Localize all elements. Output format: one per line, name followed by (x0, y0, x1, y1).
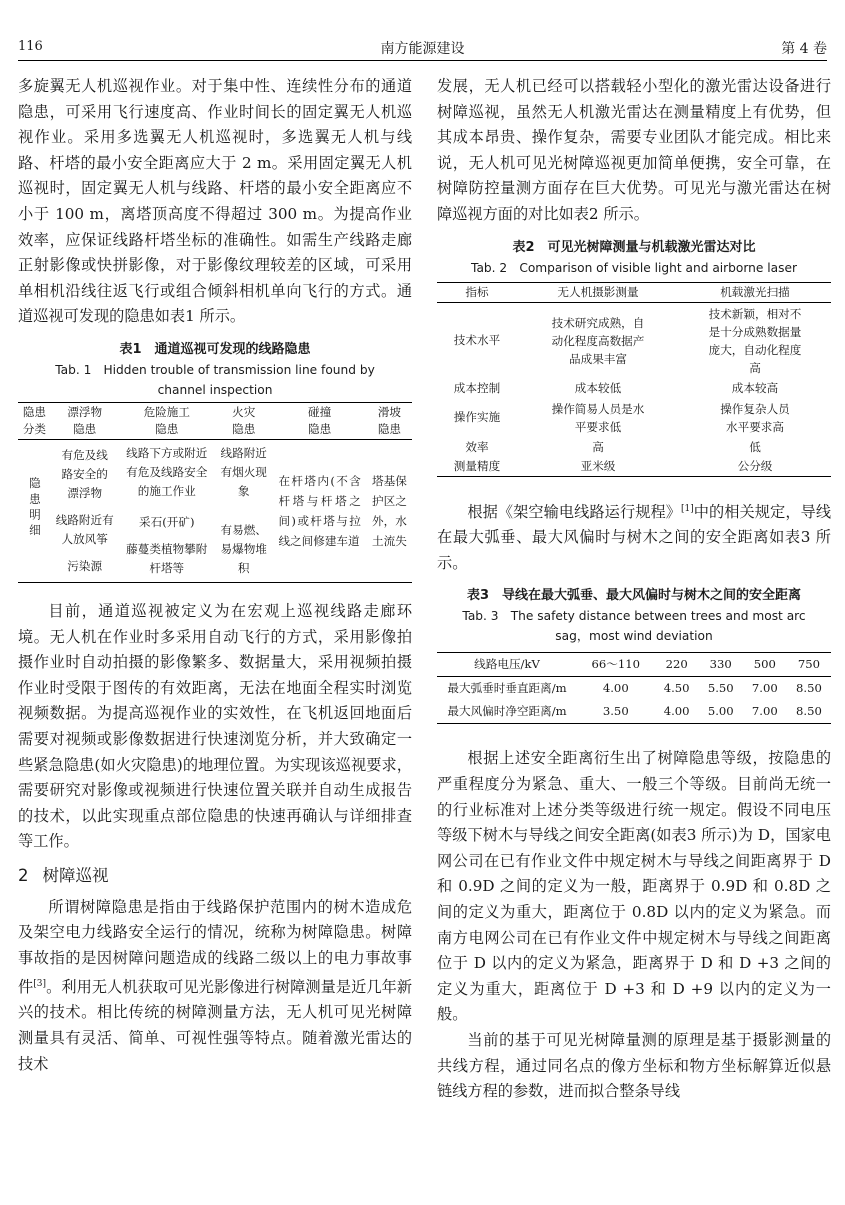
table1-caption-zh: 表1 通道巡视可发现的线路隐患 (119, 341, 311, 357)
table-header-cell: 指标 (465, 284, 489, 299)
table-cell: 线路附近有烟火现象 有易燃、易爆物堆积 (220, 445, 267, 575)
table-header-cell: 碰撞 隐患 (308, 404, 332, 436)
table-header-cell: 火灾 隐患 (232, 404, 256, 436)
table-cell: 5.00 (707, 704, 734, 719)
table-cell: 塔基保护区之外，水土流失 (372, 473, 407, 548)
table-cell: 操作实施 (453, 410, 501, 425)
table-cell: 低 (749, 439, 761, 454)
table3 (437, 652, 831, 724)
table-cell: 技术水平 (453, 333, 501, 348)
table-header-cell: 330 (709, 657, 732, 672)
table-cell: 4.00 (663, 704, 690, 719)
table-header-cell: 危险施工 隐患 (143, 404, 190, 436)
table-cell: 最大弧垂时垂直距离/m (447, 681, 567, 696)
table-cell: 技术研究成熟，自动化程度高数据产品成果丰富 (551, 315, 645, 366)
table2 (437, 282, 831, 477)
table-cell: 高 (592, 439, 604, 454)
table-cell: 成本控制 (453, 380, 501, 395)
paragraph: 所谓树障隐患是指由于线路保护范围内的树木造成危及架空电力线路安全运行的情况，统称为树障隐患。树障事故指的是因树障问题造成的线路二级以上的电力事故事件[3]。利用无人机获取可见光影像进行树障测量是近几年新兴的技术。相比传统的树障测量方法，无人机可见光树障测量具有灵活、简单、可视性强等特点。随着激光雷达的技术 (18, 897, 412, 1073)
table-header-cell: 漂浮物 隐患 (67, 404, 103, 436)
section-heading: 2 树障巡视 (18, 865, 109, 885)
table3-caption-en: Tab. 3 The safety distance between trees and most arc sag，most wind deviation (462, 609, 806, 644)
table-cell: 操作简易人员是水平要求低 (551, 401, 645, 434)
table-cell: 5.50 (707, 681, 734, 696)
table-cell: 8.50 (796, 704, 822, 719)
table-cell: 测量精度 (453, 458, 501, 473)
right-column (437, 74, 831, 1105)
table-cell: 操作复杂人员水平要求高 (720, 401, 790, 434)
table-cell: 3.50 (602, 704, 629, 719)
table-header-cell: 66～110 (591, 657, 641, 672)
paragraph: 发展，无人机已经可以搭载轻小型化的激光雷达设备进行树障巡视，虽然无人机激光雷达在测量精度上有优势，但其成本昂贵、操作复杂，需要专业团队才能完成。相比来说，无人机可见光树障巡视更加简单便携，安全可靠，在树障防控量测方面存在巨大优势。可见光与激光雷达在树障巡视方面的对比如表2 所示。 (437, 77, 831, 223)
table-cell: 7.00 (751, 704, 778, 719)
table2-caption-zh: 表2 可见光树障测量与机载激光雷达对比 (512, 239, 756, 255)
table-cell: 7.00 (751, 681, 778, 696)
table-cell: 公分级 (737, 458, 773, 473)
volume-label: 第 4 卷 (781, 41, 827, 57)
citation-ref: [1] (680, 503, 694, 514)
paragraph: 根据《架空输电线路运行规程》[1]中的相关规定，导线在最大弧垂、最大风偏时与树木之间的安全距离如表3 所示。 (437, 502, 832, 572)
table-header-cell: 750 (797, 657, 820, 672)
table-cell: 线路下方或附近有危及线路安全的施工作业 采石(开矿) 藤蔓类植物攀附杆塔等 (126, 445, 208, 575)
page-number: 116 (18, 39, 43, 54)
table-cell: 技术新颖，相对不是十分成熟数据量庞大，自动化程度高 (708, 306, 802, 375)
table-cell: 最大风偏时净空距离/m (447, 704, 567, 719)
table3-caption-zh: 表3 导线在最大弧垂、最大风偏时与树木之间的安全距离 (466, 588, 802, 604)
table-header-cell: 机载激光扫描 (720, 284, 790, 299)
table-header-cell: 500 (753, 657, 776, 672)
table-cell: 8.50 (796, 681, 822, 696)
table1-caption-en: Tab. 1 Hidden trouble of transmission line found by channel inspection (55, 362, 375, 397)
table-cell: 成本较高 (731, 380, 779, 395)
table-row-label: 隐患明细 (27, 477, 42, 540)
table2-caption-en: Tab. 2 Comparison of visible light and airborne laser (471, 260, 797, 275)
table-cell: 在杆塔内(不含杆塔与杆塔之间)或杆塔与拉线之间修建车道 (278, 473, 361, 548)
left-column (18, 74, 412, 1077)
table-header-cell: 滑坡 隐患 (377, 404, 402, 436)
table-cell: 4.00 (602, 681, 629, 696)
table1 (18, 402, 412, 583)
table-cell: 亚米级 (580, 458, 616, 473)
table-cell: 成本较低 (574, 380, 622, 395)
table-header-cell: 线路电压/kV (474, 657, 540, 672)
journal-title: 南方能源建设 (380, 41, 465, 57)
table-header-cell: 无人机摄影测量 (557, 284, 639, 299)
table-cell: 有危及线路安全的漂浮物 线路附近有人放风筝 污染源 (55, 447, 114, 573)
paragraph: 多旋翼无人机巡视作业。对于集中性、连续性分布的通道隐患，可采用飞行速度高、作业时间长的固定翼无人机巡视作业。采用多选翼无人机巡视时，多选翼无人机与线路、杆塔的最小安全距离应大于 2 m。采用固定翼无人机巡视时，固定翼无人机与线路、杆塔的最小安全距离应不小于 100 m，离塔顶高度不得超过 300 m。为提高作业效率，应保证线路杆塔坐标的准确性。如需生产线路走廊正射影像或快拼影像，对于影像纹理较差的区域，可采用单相机沿线往返飞行或组合倾斜相机单向飞行的方式。通道巡视可发现的隐患如表1 所示。 (18, 77, 412, 326)
table-header-cell: 隐患 分类 (22, 404, 47, 436)
paragraph: 当前的基于可见光树障量测的原理是基于摄影测量的共线方程，通过同名点的像方坐标和物方坐标解算近似悬链线方程的参数，进而拟合整条导线 (437, 1030, 831, 1101)
paragraph: 根据上述安全距离衍生出了树障隐患等级，按隐患的严重程度分为紧急、重大、一般三个等级。目前尚无统一的行业标准对上述分类等级进行统一规定。假设不同电压等级下树木与导线之间安全距离(如表3 所示)为 D，国家电网公司在已有作业文件中规定树木与导线之间距离界于 D 和 0.9D 之间的定义为一般，距离界于 0.9D 和 0.8D 之间的定义为重大，距离位于 0.8D 以内的定义为紧急。而南方电网公司在已有作业文件中规定树木与导线之间距离位于 D 以内的定义为紧急，距离界于 D 和 D +3 之间的定义为重大，距离位于 D +3 和 D +9 以内的定义为一般。 (437, 749, 831, 1024)
table-cell: 效率 (465, 439, 489, 454)
table-header-cell: 220 (665, 657, 688, 672)
running-header (18, 36, 827, 61)
table-cell: 4.50 (663, 681, 690, 696)
paragraph: 目前，通道巡视被定义为在宏观上巡视线路走廊环境。无人机在作业时多采用自动飞行的方式，采用影像拍摄作业时自动拍摄的影像繁多、数据量大，采用视频拍摄作业时受限于图传的有效距离，无法在地面全程实时浏览视频数据。为提高巡视作业的实效性，在飞机返回地面后需要对视频或影像数据进行快速浏览分析，并大致确定一些紧急隐患(如火灾隐患)的地理位置。为实现该巡视要求，需要研究对影像或视频进行快速位置关联并自动生成报告的技术，以此实现重点部位隐患的快速再确认与详细排查等工作。 (18, 601, 412, 851)
citation-ref: [3] (33, 978, 46, 989)
